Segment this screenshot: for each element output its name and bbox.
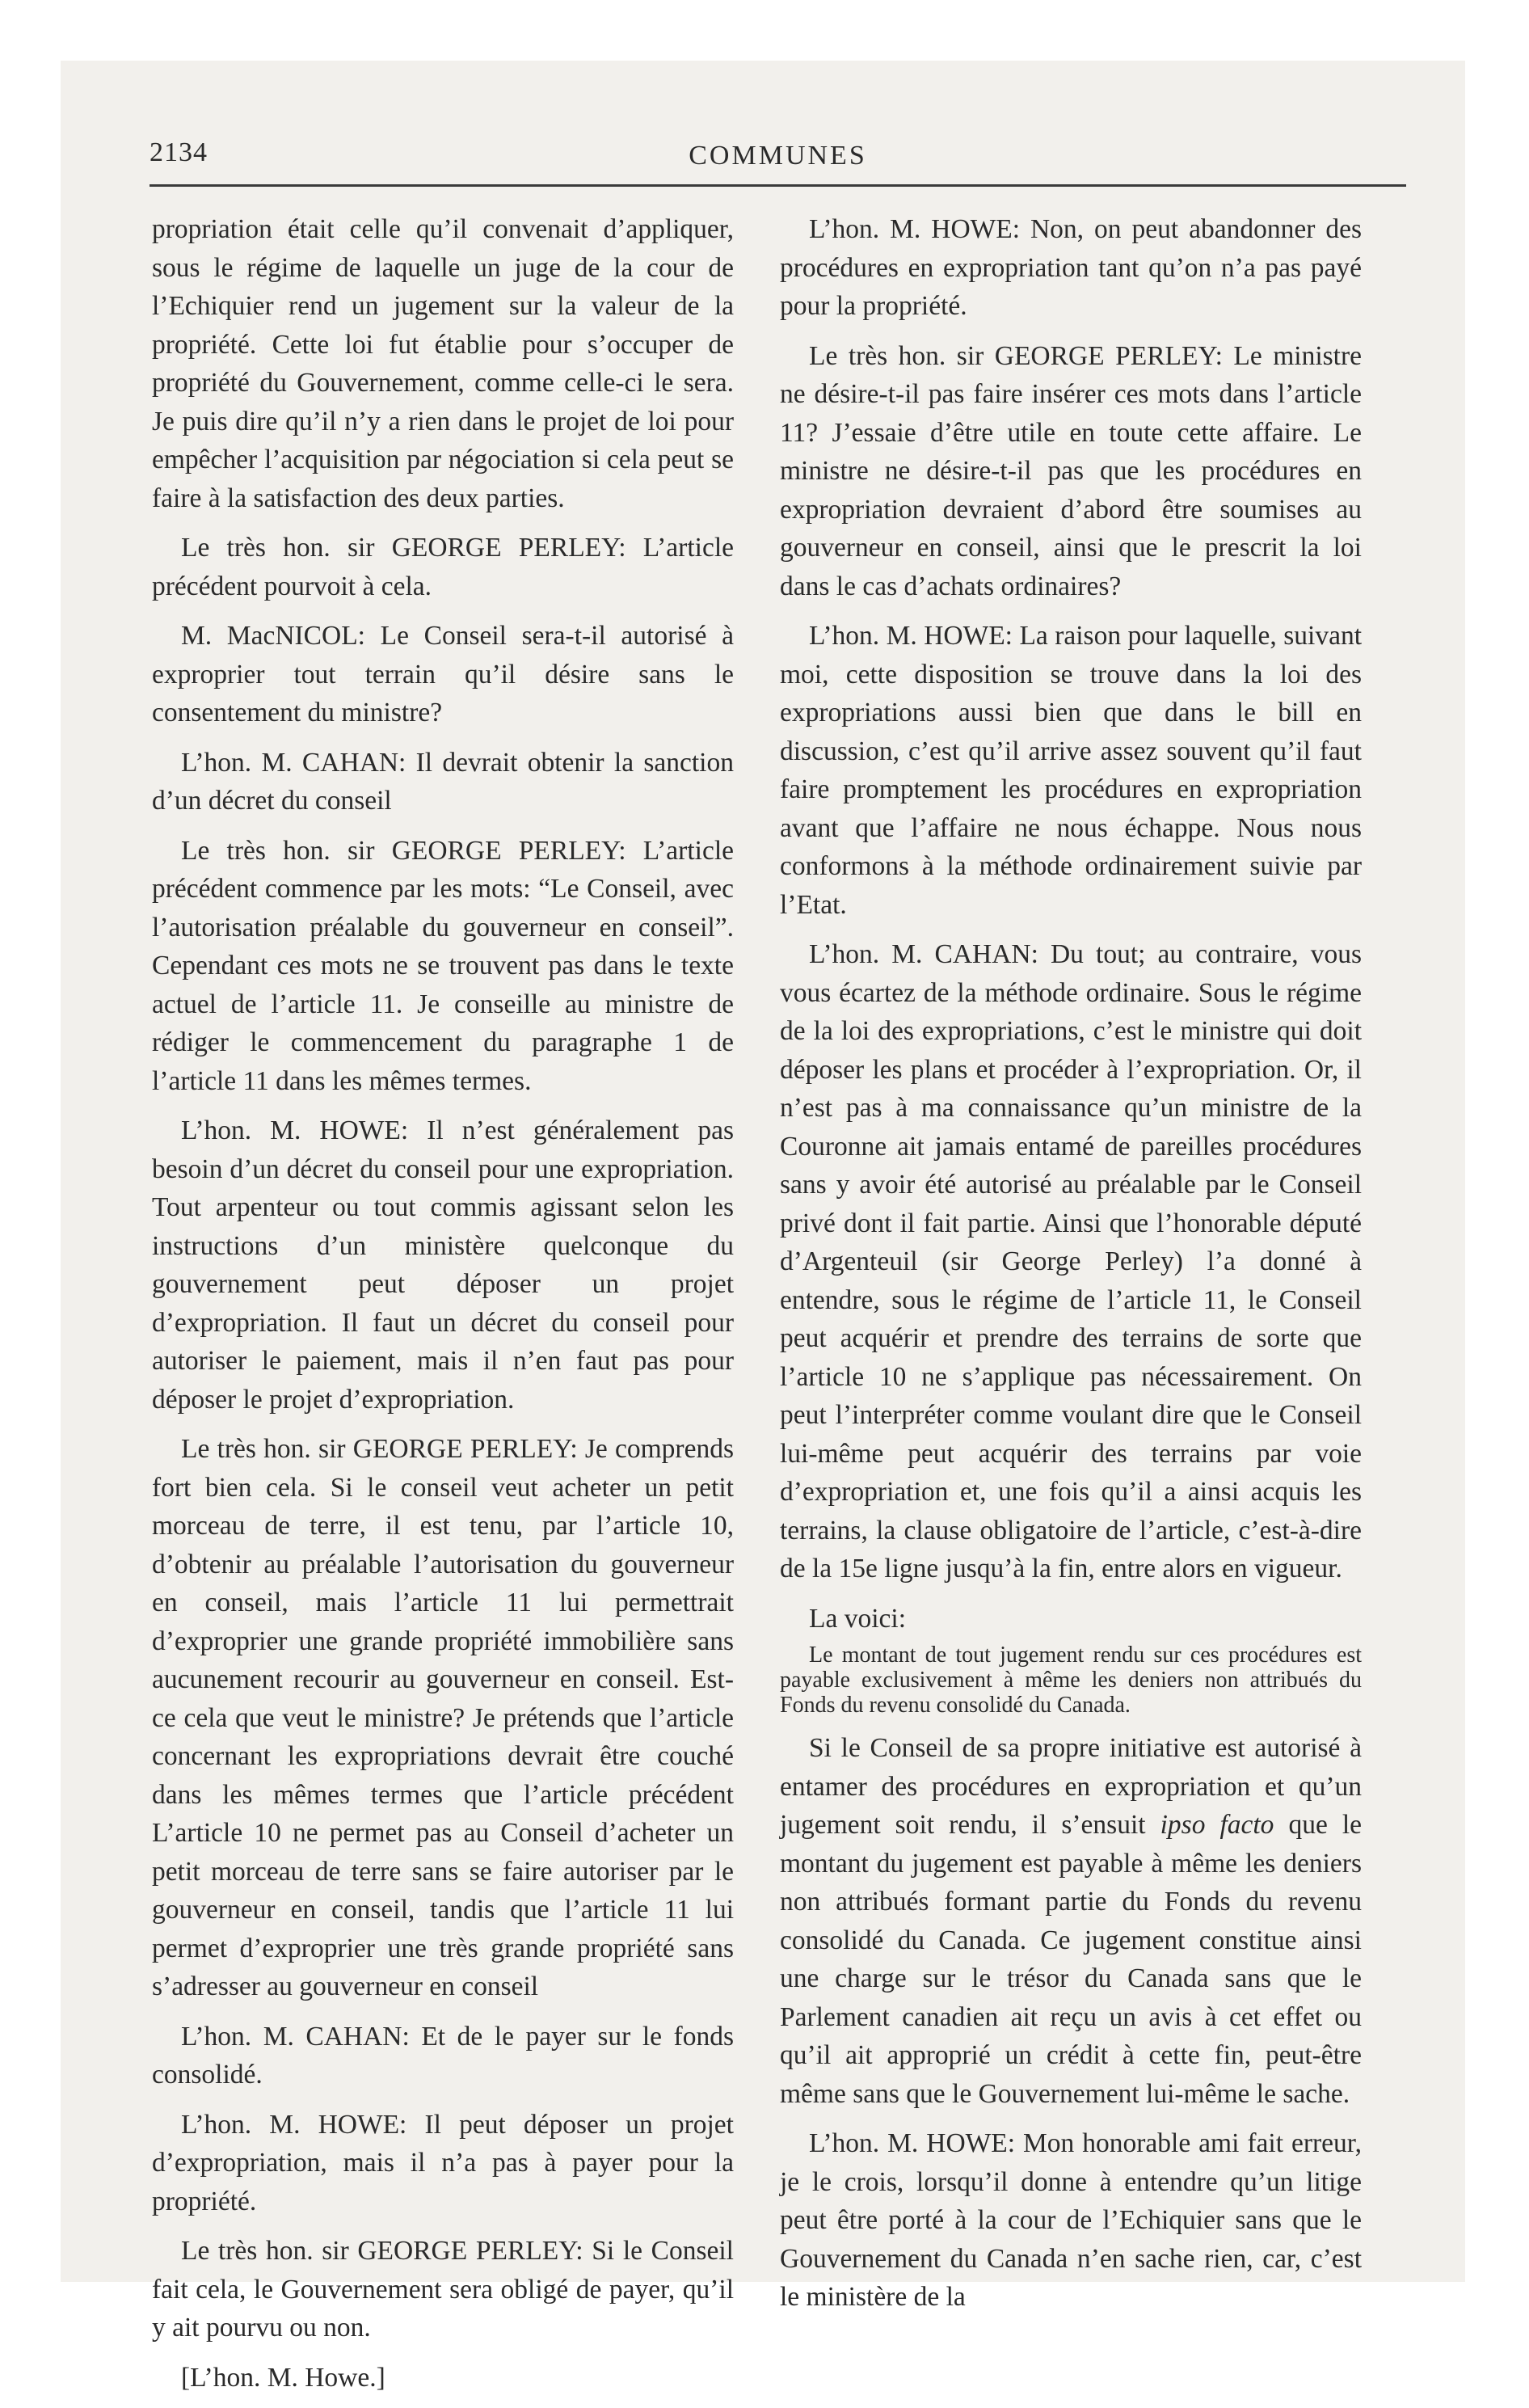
paragraph: M. MacNICOL: Le Conseil sera-t-il autorisé à exproprier tout terrain qu’il désire sans le consentement du ministre? xyxy=(152,621,734,727)
paragraph: L’hon. M. HOWE: Non, on peut abandonner des procédures en expropriation tant qu’on n’a pas payé pour la propriété. xyxy=(780,214,1362,321)
latin-phrase: ipso facto xyxy=(1160,1810,1274,1840)
paragraph: propriation était celle qu’il convenait d’appliquer, sous le régime de laquelle un juge de la cour de l’Echiquier rend un jugement sur la valeur de la propriété. Cette loi fut établie pour s’occuper de propriété du Gouvernement, comme celle-ci le sera. Je puis dire qu’il n’y a rien dans le projet de loi pour empêcher l’acquisition par négociation si cela peut se faire à la satisfaction des deux parties. xyxy=(152,214,734,513)
right-column xyxy=(780,210,1362,2328)
paragraph-text: Si le Conseil de sa propre initiative est autorisé à entamer des procédures en expropriation et qu’un jugement soit rendu, il s’ensuit xyxy=(780,1733,1362,1840)
left-column xyxy=(152,210,734,2408)
page-header xyxy=(150,137,1406,176)
header-rule xyxy=(150,184,1406,187)
paragraph: Le très hon. sir GEORGE PERLEY: Si le Conseil fait cela, le Gouvernement sera obligé de payer, qu’il y ait pourvu ou non. xyxy=(152,2236,734,2343)
page-number: 2134 xyxy=(150,137,208,167)
paragraph xyxy=(780,1729,1362,2113)
paragraph: Le très hon. sir GEORGE PERLEY: L’article précédent pourvoit à cela. xyxy=(152,533,734,601)
speaker-tag: [L’hon. M. Howe.] xyxy=(181,2362,385,2393)
paragraph: L’hon. M. HOWE: Il n’est généralement pas besoin d’un décret du conseil pour une expropriation. Tout arpenteur ou tout commis agissant selon les instructions d’un ministère quelconque du gouvernement peut déposer un projet d’expropriation. Il faut un décret du conseil pour autoriser le paiement, mais il n’en faut pas pour déposer le projet d’expropriation. xyxy=(152,1115,734,1415)
paragraph: L’hon. M. CAHAN: Du tout; au contraire, vous vous écartez de la méthode ordinaire. Sous le régime de la loi des expropriations, c’est le ministre qui doit déposer les plans et procéder à l’expropriation. Or, il n’est pas à ma connaissance qu’un ministre de la Couronne ait jamais entamé de pareilles procédures sans y avoir été autorisé au préalable par le Conseil privé dont il fait partie. Ainsi que l’honorable député d’Argenteuil (sir George Perley) l’a donné à entendre, sous le régime de l’article 11, le Conseil peut acquérir et prendre des terrains de sorte que l’article 10 ne s’applique pas nécessairement. On peut l’interpréter comme voulant dire que le Conseil lui-même peut acquérir des terrains par voie d’expropriation et, une fois qu’il a ainsi acquis les terrains, la clause obligatoire de l’article, c’est-à-dire de la 15e ligne jusqu’à la fin, entre alors en vigueur. xyxy=(780,939,1362,1584)
paragraph: L’hon. M. HOWE: La raison pour laquelle, suivant moi, cette disposition se trouve dans la loi des expropriations aussi bien que dans le bill en discussion, c’est qu’il arrive assez souvent qu’il faut faire promptement les procédures en expropriation avant que l’affaire ne nous échappe. Nous nous conformons à la méthode ordinairement suivie par l’Etat. xyxy=(780,621,1362,920)
paragraph: Le très hon. sir GEORGE PERLEY: L’article précédent commence par les mots: “Le Conseil, avec l’autorisation préalable du gouverneur en conseil”. Cependant ces mots ne se trouvent pas dans le texte actuel de l’article 11. Je conseille au ministre de rédiger le commencement du paragraphe 1 de l’article 11 dans les mêmes termes. xyxy=(152,835,734,1096)
quote-intro: La voici: xyxy=(809,1603,906,1634)
paragraph: L’hon. M. HOWE: Il peut déposer un projet d’expropriation, mais il n’a pas à payer pour la propriété. xyxy=(152,2109,734,2216)
paragraph: L’hon. M. CAHAN: Et de le payer sur le fonds consolidé. xyxy=(152,2021,734,2090)
paragraph: L’hon. M. HOWE: Mon honorable ami fait erreur, je le crois, lorsqu’il donne à entendre qu’un litige peut être porté à la cour de l’Echiquier sans que le Gouvernement du Canada n’en sache rien, car, c’est le ministère de la xyxy=(780,2128,1362,2312)
quoted-clause: Le montant de tout jugement rendu sur ces procédures est payable exclusivement à même les deniers non attribués du Fonds du revenu consolidé du Canada. xyxy=(780,1643,1362,1718)
paragraph: Le très hon. sir GEORGE PERLEY: Je comprends fort bien cela. Si le conseil veut acheter un petit morceau de terre, il est tenu, par l’article 10, d’obtenir au préalable l’autorisation du gouverneur en conseil, mais l’article 11 lui permettrait d’exproprier une grande propriété immobilière sans aucunement recourir au gouverneur en conseil. Est-ce cela que veut le ministre? Je prétends que l’article concernant les expropriations devrait être couché dans les mêmes termes que l’article précédent L’article 10 ne permet pas au Conseil d’acheter un petit morceau de terre sans se faire autoriser par le gouverneur en conseil, tandis que l’article 11 lui permet d’exproprier une très grande propriété sans s’adresser au gouverneur en conseil xyxy=(152,1434,734,2001)
paragraph: L’hon. M. CAHAN: Il devrait obtenir la sanction d’un décret du conseil xyxy=(152,747,734,816)
paragraph-text: que le montant du jugement est payable à même les deniers non attribués formant partie du Fonds du revenu consolidé du Canada. Ce jugement constitue ainsi une charge sur le trésor du Canada sans que le Parlement canadien ait reçu un avis à cet effet ou qu’il ait approprié un crédit à cette fin, peut-être même sans que le Gouvernement lui-même le sache. xyxy=(780,1810,1363,2109)
running-head: COMMUNES xyxy=(689,141,867,171)
paragraph: Le très hon. sir GEORGE PERLEY: Le ministre ne désire-t-il pas faire insérer ces mots dans l’article 11? J’essaie d’être utile en toute cette affaire. Le ministre ne désire-t-il pas que les procédures en expropriation devraient d’abord être soumises au gouverneur en conseil, ainsi que le prescrit la loi dans le cas d’achats ordinaires? xyxy=(780,340,1362,601)
